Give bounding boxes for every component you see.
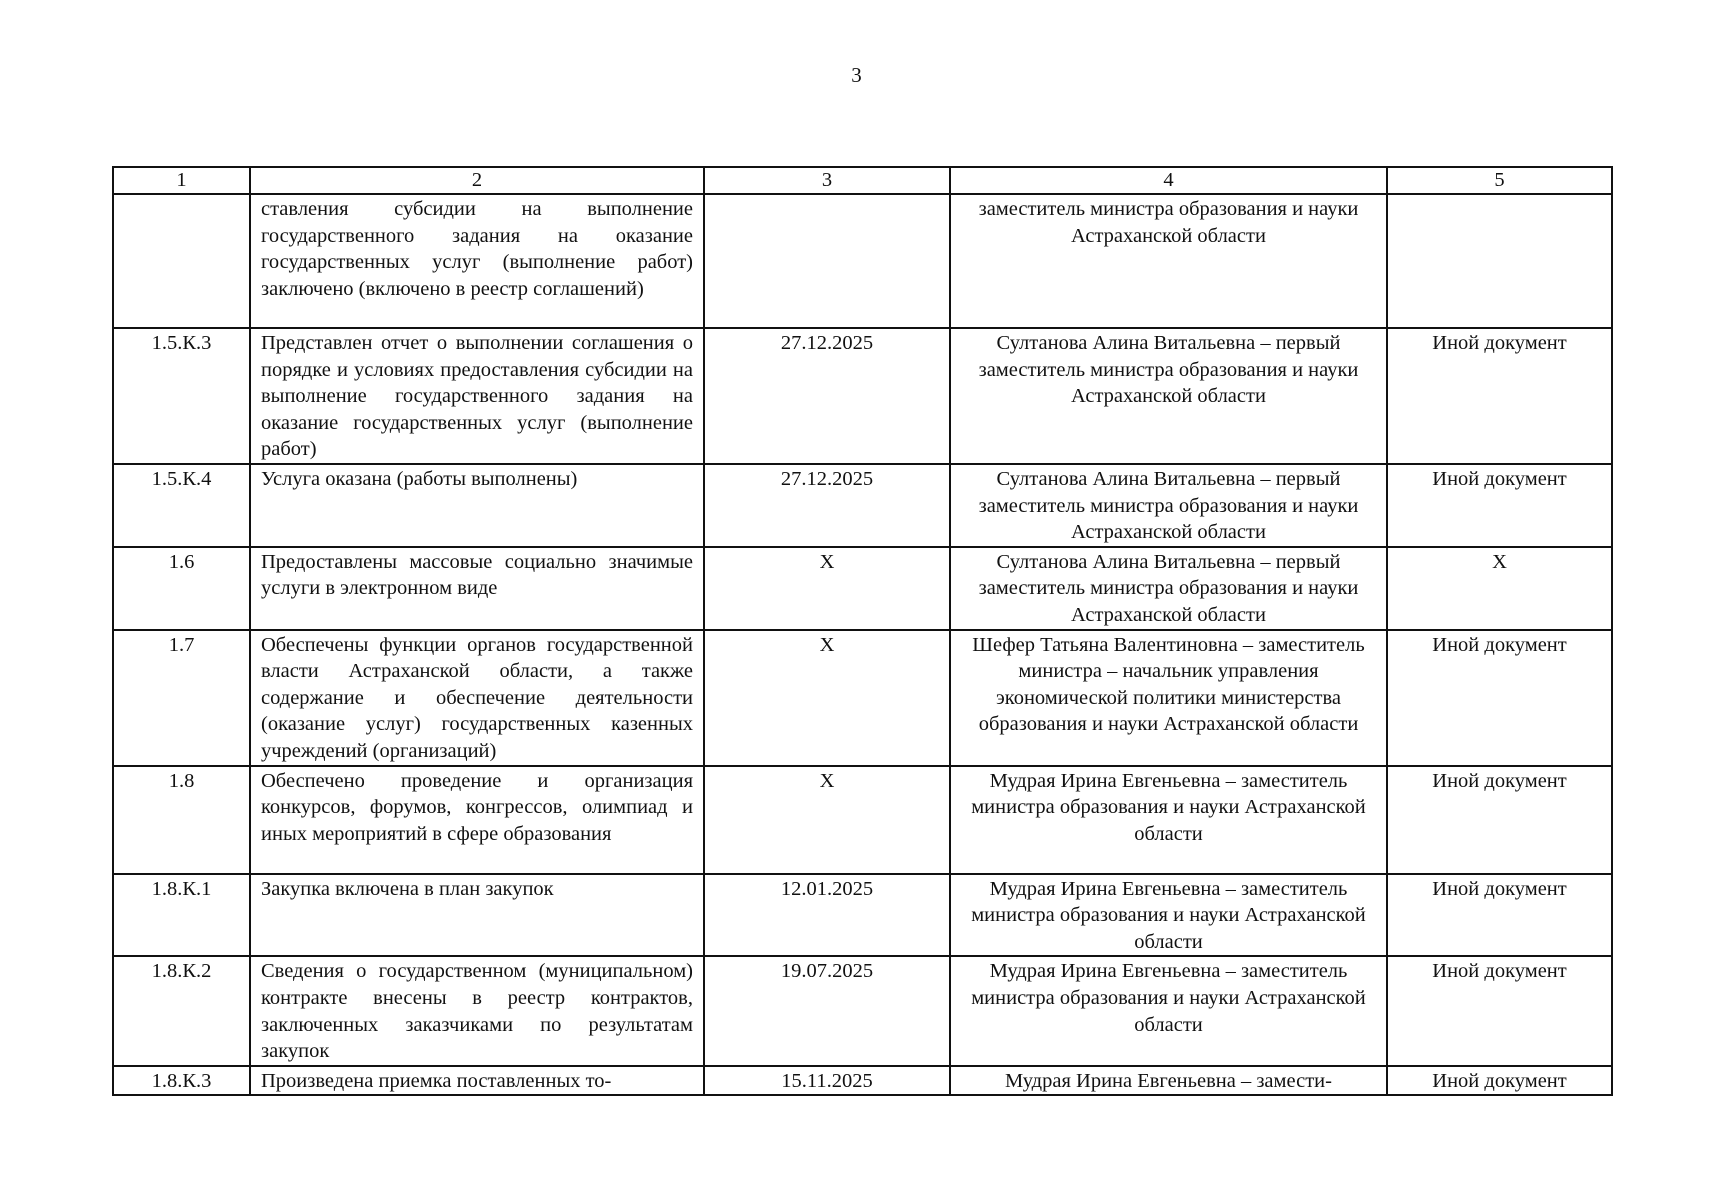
cell-number: 1.7 [113,630,250,766]
table-row [113,464,1612,547]
header-col-4: 4 [950,167,1387,194]
cell-document: Иной документ [1387,464,1612,547]
header-col-1: 1 [113,167,250,194]
cell-responsible: заместитель министра образования и науки Астраханской области [950,194,1387,328]
header-col-3: 3 [704,167,950,194]
cell-date: 27.12.2025 [704,464,950,547]
plan-table [112,166,1613,1096]
cell-event: ставления субсидии на выполнение государственного задания на оказание государственных услуг (выполнение работ) заключено (включено в реестр соглашений) [250,194,704,328]
cell-number: 1.8.К.3 [113,1066,250,1096]
cell-number: 1.8.К.1 [113,874,250,957]
cell-date: Х [704,766,950,874]
table-row [113,766,1612,874]
cell-number: 1.8 [113,766,250,874]
cell-date: Х [704,630,950,766]
cell-event: Услуга оказана (работы выполнены) [250,464,704,547]
cell-responsible: Шефер Татьяна Валентиновна – заместитель министра – начальник управления экономической политики министерства образования и науки Астраханской области [950,630,1387,766]
cell-number: 1.5.К.3 [113,328,250,464]
table-row [113,194,1612,328]
table-row [113,328,1612,464]
table-row [113,630,1612,766]
cell-document: Иной документ [1387,328,1612,464]
cell-document: Х [1387,547,1612,630]
cell-event: Произведена приемка поставленных то- [250,1066,704,1096]
cell-document: Иной документ [1387,766,1612,874]
cell-date: 12.01.2025 [704,874,950,957]
cell-date [704,194,950,328]
cell-document: Иной документ [1387,630,1612,766]
table-row [113,874,1612,957]
cell-event: Предоставлены массовые социально значимые услуги в электронном виде [250,547,704,630]
cell-number: 1.5.К.4 [113,464,250,547]
cell-responsible: Султанова Алина Витальевна – первый заместитель министра образования и науки Астраханской области [950,547,1387,630]
cell-event: Обеспечено проведение и организация конкурсов, форумов, конгрессов, олимпиад и иных мероприятий в сфере образования [250,766,704,874]
cell-number [113,194,250,328]
cell-responsible: Мудрая Ирина Евгеньевна – заместитель министра образования и науки Астраханской области [950,956,1387,1065]
cell-number: 1.6 [113,547,250,630]
cell-date: 15.11.2025 [704,1066,950,1096]
cell-event: Обеспечены функции органов государственной власти Астраханской области, а также содержание и обеспечение деятельности (оказание услуг) государственных казенных учреждений (организаций) [250,630,704,766]
cell-document [1387,194,1612,328]
table-header-row [113,167,1612,194]
table-row [113,956,1612,1065]
cell-document: Иной документ [1387,1066,1612,1096]
table-row [113,1066,1612,1096]
cell-responsible: Мудрая Ирина Евгеньевна – заместитель министра образования и науки Астраханской области [950,874,1387,957]
page-number: 3 [851,63,862,87]
header-col-5: 5 [1387,167,1612,194]
cell-document: Иной документ [1387,874,1612,957]
cell-responsible: Мудрая Ирина Евгеньевна – замести- [950,1066,1387,1096]
cell-number: 1.8.К.2 [113,956,250,1065]
cell-document: Иной документ [1387,956,1612,1065]
header-col-2: 2 [250,167,704,194]
cell-event: Представлен отчет о выполнении соглашения о порядке и условиях предоставления субсидии на выполнение государственного задания на оказание государственных услуг (выполнение работ) [250,328,704,464]
cell-date: 19.07.2025 [704,956,950,1065]
cell-date: 27.12.2025 [704,328,950,464]
cell-responsible: Султанова Алина Витальевна – первый заместитель министра образования и науки Астраханской области [950,464,1387,547]
cell-event: Сведения о государственном (муниципальном) контракте внесены в реестр контрактов, заключенных заказчиками по результатам закупок [250,956,704,1065]
cell-date: Х [704,547,950,630]
cell-responsible: Султанова Алина Витальевна – первый заместитель министра образования и науки Астраханской области [950,328,1387,464]
cell-event: Закупка включена в план закупок [250,874,704,957]
cell-responsible: Мудрая Ирина Евгеньевна – заместитель министра образования и науки Астраханской области [950,766,1387,874]
table-row [113,547,1612,630]
